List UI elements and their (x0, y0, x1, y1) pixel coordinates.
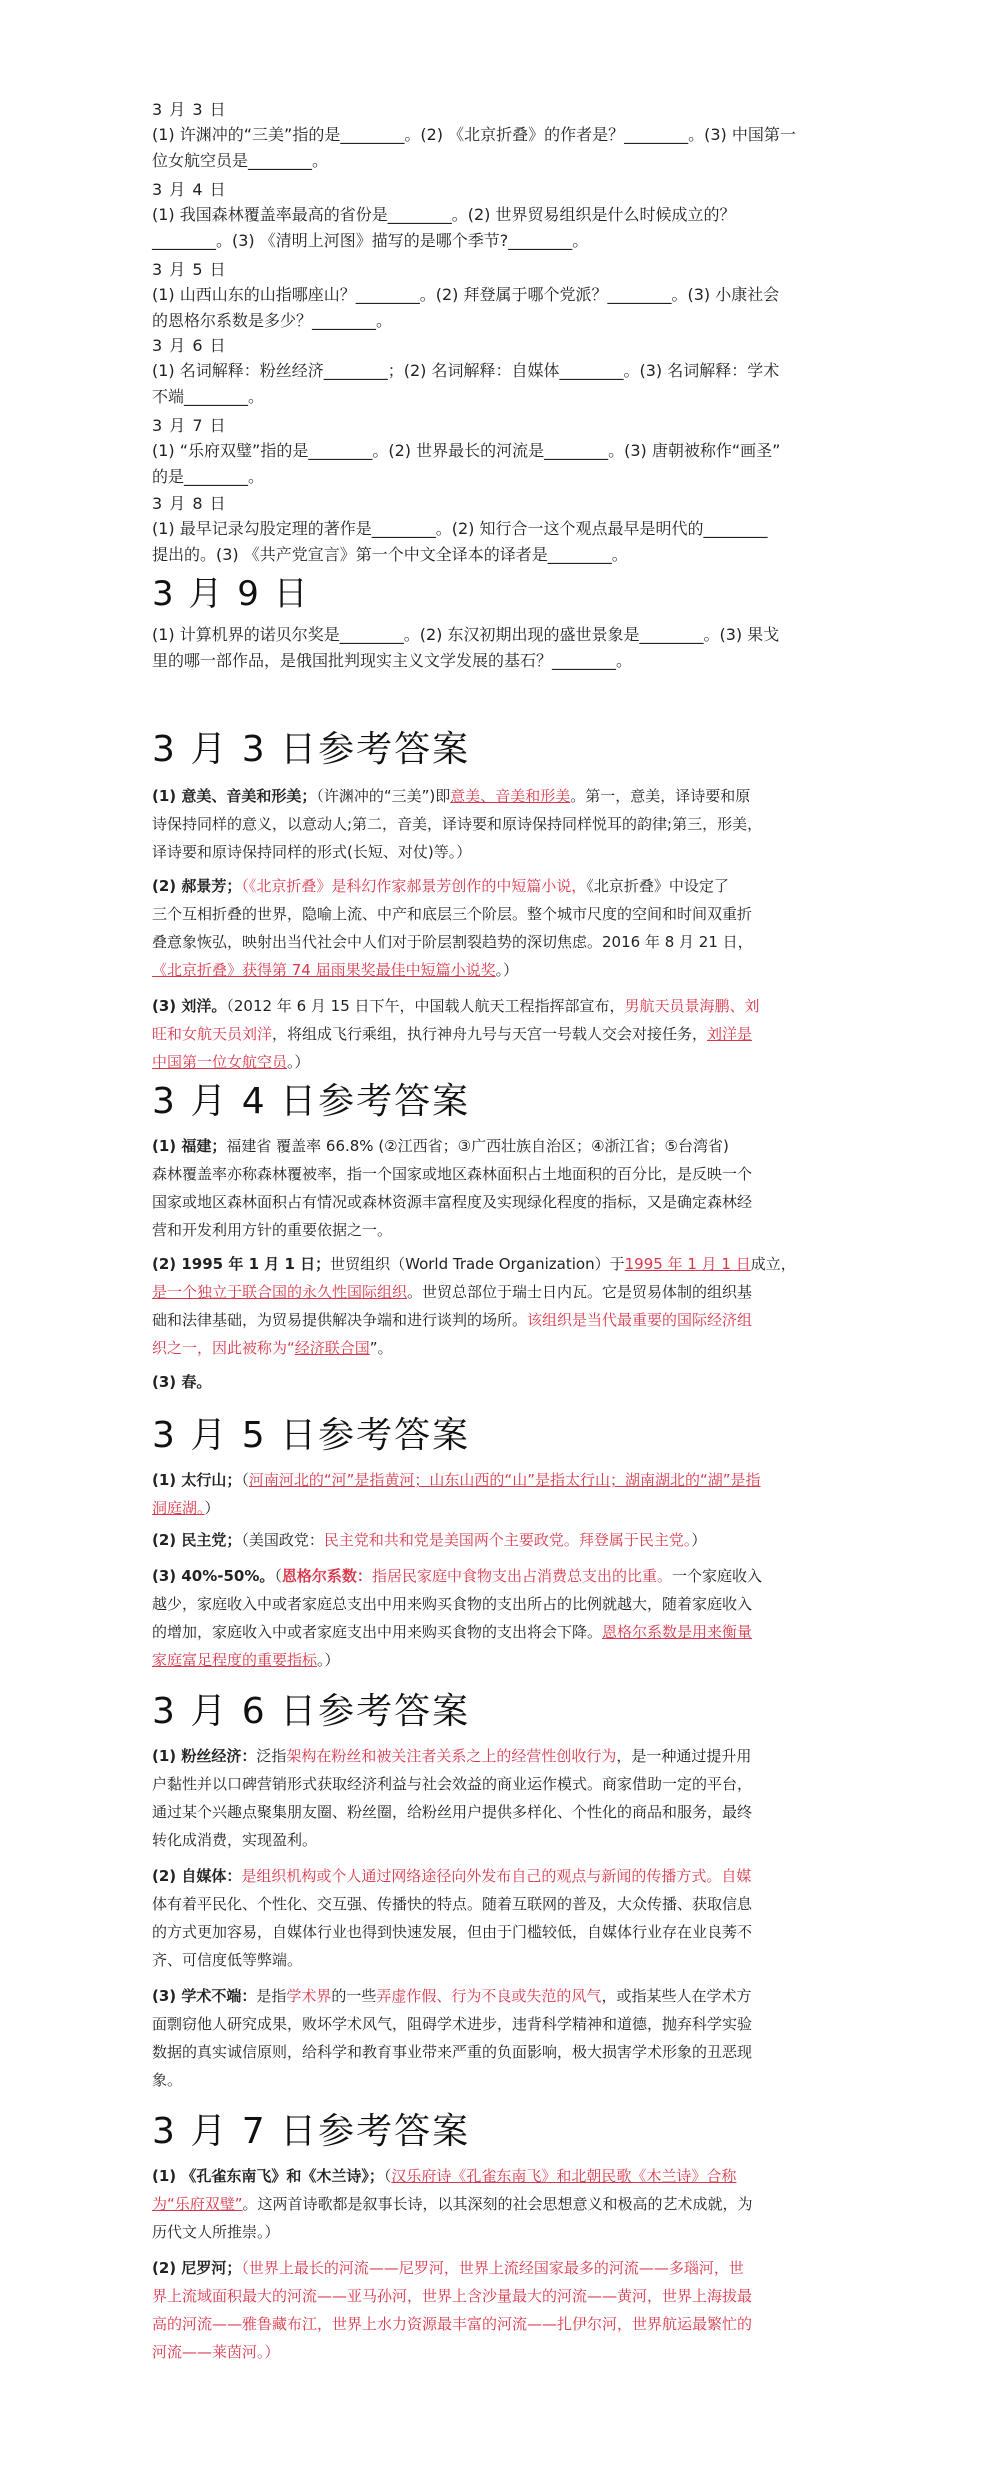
question-line: (1) 计算机界的诺贝尔奖是________。(2) 东汉初期出现的盛世景象是________。(3) 果戈 (152, 625, 780, 644)
answer-text: 象。 (152, 2071, 183, 2089)
question-line: (1) 最早记录勾股定理的著作是________。(2) 知行合一这个观点最早是明代的________ (152, 519, 768, 538)
answer-0304-item-2 (152, 1250, 862, 1362)
question-block-0303 (152, 98, 852, 174)
question-line: (1) 我国森林覆盖率最高的省份是________。(2) 世界贸易组织是什么时候成立的？ (152, 205, 736, 224)
answer-0305-item-1 (152, 1466, 862, 1522)
answer-text: 的一些 (331, 1987, 377, 2005)
answer-text: 是指 (256, 1987, 287, 2005)
answer-lead: (2) 自媒体： (152, 1867, 242, 1885)
answer-text: 数据的真实诚信原则，给科学和教育事业带来严重的负面影响，极大损害学术形象的丑恶现 (152, 2043, 753, 2061)
answer-text: 它是贸易体制的组织基 (602, 1283, 753, 1301)
question-block-0308 (152, 492, 852, 568)
question-line: 位女航空员是________。 (152, 151, 329, 170)
question-line: ________。(3) 《清明上河图》描写的是哪个季节?________。 (152, 231, 589, 250)
answer-text: ，将组成飞行乘组，执行神舟九号与天宫一号载人交会对接任务， (272, 1025, 708, 1043)
answer-text: 。） (495, 961, 519, 979)
question-line: (1) “乐府双璧”指的是________。(2) 世界最长的河流是________。(3) 唐朝被称作“画圣” (152, 441, 781, 460)
answer-text: 诗保持同样的意义，以意动人;第二，音美，译诗要和原诗保持同样悦耳的韵律;第三，形美， (152, 815, 763, 833)
answer-0303-item-2 (152, 872, 862, 984)
answer-highlight: 指居民家庭中食物支出占消费总支出的比重。 (371, 1567, 672, 1585)
answer-heading-0305: 3 月 5 日参考答案 (152, 1415, 471, 1456)
question-line: (1) 名词解释：粉丝经济________；(2) 名词解释：自媒体________。(3) 名词解释：学术 (152, 361, 780, 380)
answer-lead: (2) 郝景芳； (152, 877, 242, 895)
answer-text: （2012 年 6 月 15 日下午，中国载人航天工程指挥部宣布， (226, 997, 625, 1015)
answer-lead: (1) 太行山； (152, 1471, 242, 1489)
answer-text: 。这两首诗歌都是叙事长诗，以其深刻的社会思想意义和极高的艺术成就，为 (242, 2195, 753, 2213)
question-line: (1) 许渊冲的“三美”指的是________。(2) 《北京折叠》的作者是？________。(3) 中国第一 (152, 125, 796, 144)
answer-highlight: 1995 年 1 月 1 日 (624, 1255, 751, 1273)
answer-highlight: 洞庭湖。 (152, 1499, 205, 1517)
question-line: (1) 山西山东的山指哪座山？________。(2) 拜登属于哪个党派？________。(3) 小康社会 (152, 285, 780, 304)
question-date: 3 月 4 日 (152, 180, 227, 199)
answer-highlight: （世界上最长的河流——尼罗河，世界上流经国家最多的河流——多瑙河，世 (241, 2259, 744, 2277)
answer-text: （ (241, 1471, 249, 1489)
answer-highlight: 刘洋是 (707, 1025, 753, 1043)
answer-0307-item-2 (152, 2254, 862, 2366)
answer-text: ”。 (369, 1339, 393, 1357)
answer-text: 三个互相折叠的世界，隐喻上流、中产和底层三个阶层。整个城市尺度的空间和时间双重折 (152, 905, 753, 923)
question-line: 提出的。(3) 《共产党宣言》第一个中文全译本的译者是________。 (152, 545, 628, 564)
question-date: 3 月 7 日 (152, 416, 227, 435)
answer-highlight: 高的河流——雅鲁藏布江，世界上水力资源最丰富的河流——扎伊尔河，世界航运最繁忙的 (152, 2315, 753, 2333)
answer-highlight: 为“乐府双璧” (152, 2195, 243, 2213)
question-block-0309 (152, 622, 852, 674)
question-date: 3 月 3 日 (152, 100, 227, 119)
answer-highlight: 恩格尔系数： (281, 1567, 372, 1585)
answer-text: 。世贸总部位于瑞士日内瓦。 (407, 1283, 603, 1301)
answer-0303-item-3 (152, 992, 862, 1076)
answer-highlight: 男航天员景海鹏、刘 (624, 997, 760, 1015)
answer-text: （ (383, 2167, 392, 2185)
answer-text: 叠意象恢弘，映射出当代社会中人们对于阶层割裂趋势的深切焦虑。2016 年 8 月 21 日， (152, 933, 753, 951)
answer-text: 。第一，意美，译诗要和原 (570, 787, 751, 805)
question-block-0305 (152, 258, 852, 334)
mar9-title: 3 月 9 日 (152, 574, 310, 614)
answer-text: 体有着平民化、个性化、交互强、传播快的特点。随着互联网的普及，大众传播、获取信息 (152, 1895, 753, 1913)
answer-text: （许渊冲的“三美”)即 (316, 787, 451, 805)
answer-lead: (3) 学术不端： (152, 1987, 257, 2005)
answer-lead: (3) 春。 (152, 1373, 212, 1391)
answer-text: 户黏性并以口碑营销形式获取经济利益与社会效益的商业运作模式。商家借助一定的平台， (152, 1775, 753, 1793)
answer-text: 泛指 (256, 1747, 287, 1765)
answer-highlight: 是组织机构或个人通过网络途径向外发布自己的观点与新闻的传播方式。自媒 (241, 1867, 752, 1885)
answer-highlight: 弄虚作假、行为不良或失范的风气 (376, 1987, 602, 2005)
answer-text: （ (274, 1567, 282, 1585)
answer-highlight: 河流——莱茵河。） (152, 2343, 280, 2361)
answer-0303-item-1 (152, 782, 862, 866)
answer-text: 国家或地区森林面积占有情况或森林资源丰富程度及实现绿化程度的指标，又是确定森林经 (152, 1193, 753, 1211)
answer-0306-item-1 (152, 1742, 862, 1854)
answer-lead: (2) 1995 年 1 月 1 日； (152, 1255, 331, 1273)
answer-text: 译诗要和原诗保持同样的形式(长短、对仗)等。） (152, 843, 472, 861)
answer-lead: (1) 《孔雀东南飞》和《木兰诗》； (152, 2167, 384, 2185)
answer-highlight: 中国第一位女航空员 (152, 1053, 288, 1071)
answer-highlight: 架构在粉丝和被关注者关系之上的经营性创收行为 (286, 1747, 617, 1765)
answer-text: 的方式更加容易，自媒体行业也得到快速发展，但由于门槛较低，自媒体行业存在业良莠不 (152, 1923, 753, 1941)
question-line: 的是________。 (152, 467, 265, 486)
answer-text: 的增加，家庭收入中或者家庭支出中用来购买食物的支出将会下降。 (152, 1623, 603, 1641)
answer-text: 营和开发利用方针的重要依据之一。 (152, 1221, 393, 1239)
answer-0305-item-3 (152, 1562, 862, 1674)
answer-text: 世贸组织（World Trade Organization）于 (330, 1255, 625, 1273)
answer-text: 。） (317, 1651, 340, 1669)
answer-text: 历代文人所推崇。） (152, 2223, 280, 2241)
answer-highlight: 界上流域面积最大的河流——亚马孙河，世界上含沙量最大的河流——黄河，世界上海拔最 (152, 2287, 753, 2305)
answer-highlight: 《北京折叠》获得第 74 届雨果奖最佳中短篇小说奖 (152, 961, 496, 979)
answer-text: （美国政党： (241, 1531, 324, 1549)
answer-highlight: 经济联合国 (294, 1339, 370, 1357)
answer-highlight: 学术界 (286, 1987, 332, 2005)
answer-text: 福建省 覆盖率 66.8% (②江西省；③广西壮族自治区；④浙江省；⑤台湾省) (226, 1137, 729, 1155)
answer-highlight: 旺和女航天员刘洋 (152, 1025, 273, 1043)
answer-highlight: 织之一，因此被称为“ (152, 1339, 295, 1357)
answer-text: 《北京折叠》中设定了 (586, 877, 729, 895)
answer-highlight: 民主党和共和党是美国两个主要政党。拜登属于民主党。 (323, 1531, 692, 1549)
answer-0304-item-1 (152, 1132, 862, 1244)
answer-highlight: 汉乐府诗《孔雀东南飞》和北朝民歌《木兰诗》合称 (391, 2167, 737, 2185)
answer-lead: (3) 刘洋。 (152, 997, 227, 1015)
answer-text: 转化成消费，实现盈利。 (152, 1831, 318, 1849)
answer-highlight: 家庭富足程度的重要指标 (152, 1651, 318, 1669)
answer-heading-0303: 3 月 3 日参考答案 (152, 729, 471, 770)
answer-highlight: 河南河北的“河”是指黄河；山东山西的“山”是指太行山；湖南湖北的“湖”是指 (248, 1471, 761, 1489)
answer-0305-item-2 (152, 1526, 862, 1554)
question-block-0304 (152, 178, 852, 254)
answer-text: 越少，家庭收入中或者家庭总支出中用来购买食物的支出所占的比例就越大，随着家庭收入 (152, 1595, 753, 1613)
answer-highlight: （《北京折叠》是科幻作家郝景芳创作的中短篇小说， (241, 877, 587, 895)
answer-0307-item-1 (152, 2162, 862, 2246)
answer-text: 面剽窃他人研究成果，败坏学术风气，阻碍学术进步，违背科学精神和道德，抛弃科学实验 (152, 2015, 753, 2033)
answer-lead: (1) 粉丝经济： (152, 1747, 257, 1765)
answer-0306-item-3 (152, 1982, 862, 2094)
answer-text: ，或指某些人在学术方 (601, 1987, 752, 2005)
answer-lead: (3) 40%-50%。 (152, 1567, 275, 1585)
answer-text: 。） (287, 1053, 310, 1071)
question-block-0306 (152, 334, 852, 410)
answer-lead: (2) 民主党； (152, 1531, 242, 1549)
answer-text: ） (691, 1531, 707, 1549)
answer-heading-0304: 3 月 4 日参考答案 (152, 1081, 471, 1122)
answer-text: 齐、可信度低等弊端。 (152, 1951, 303, 1969)
answer-0306-item-2 (152, 1862, 862, 1974)
answer-heading-0307: 3 月 7 日参考答案 (152, 2111, 471, 2152)
answer-heading-0306: 3 月 6 日参考答案 (152, 1691, 471, 1732)
question-date: 3 月 6 日 (152, 336, 227, 355)
answer-text: 森林覆盖率亦称森林覆被率，指一个国家或地区森林面积占土地面积的百分比，是反映一个 (152, 1165, 753, 1183)
answer-0304-item-3 (152, 1368, 862, 1396)
question-line: 的恩格尔系数是多少？________。 (152, 311, 393, 330)
answer-highlight: 意美、音美和形美 (450, 787, 571, 805)
answer-lead: (2) 尼罗河； (152, 2259, 242, 2277)
answer-text: ） (204, 1499, 220, 1517)
question-block-0307 (152, 414, 852, 490)
answer-text: 础和法律基础，为贸易提供解决争端和进行谈判的场所。 (152, 1311, 528, 1329)
answer-text: 通过某个兴趣点聚集朋友圈、粉丝圈，给粉丝用户提供多样化、个性化的商品和服务，最终 (152, 1803, 753, 1821)
answer-highlight: 是一个独立于联合国的永久性国际组织 (152, 1283, 408, 1301)
answer-lead: (1) 福建； (152, 1137, 227, 1155)
answer-text: ，是一种通过提升用 (616, 1747, 752, 1765)
answer-highlight: 恩格尔系数是用来衡量 (602, 1623, 753, 1641)
answer-text: 成立， (750, 1255, 796, 1273)
answer-highlight: 该组织是当代最重要的国际经济组 (527, 1311, 753, 1329)
answer-lead: (1) 意美、音美和形美； (152, 787, 317, 805)
question-line: 不端________。 (152, 387, 265, 406)
question-line: 里的哪一部作品，是俄国批判现实主义文学发展的基石？________。 (152, 651, 633, 670)
question-date: 3 月 5 日 (152, 260, 227, 279)
answer-text: 一个家庭收入 (671, 1567, 762, 1585)
question-date: 3 月 8 日 (152, 494, 227, 513)
